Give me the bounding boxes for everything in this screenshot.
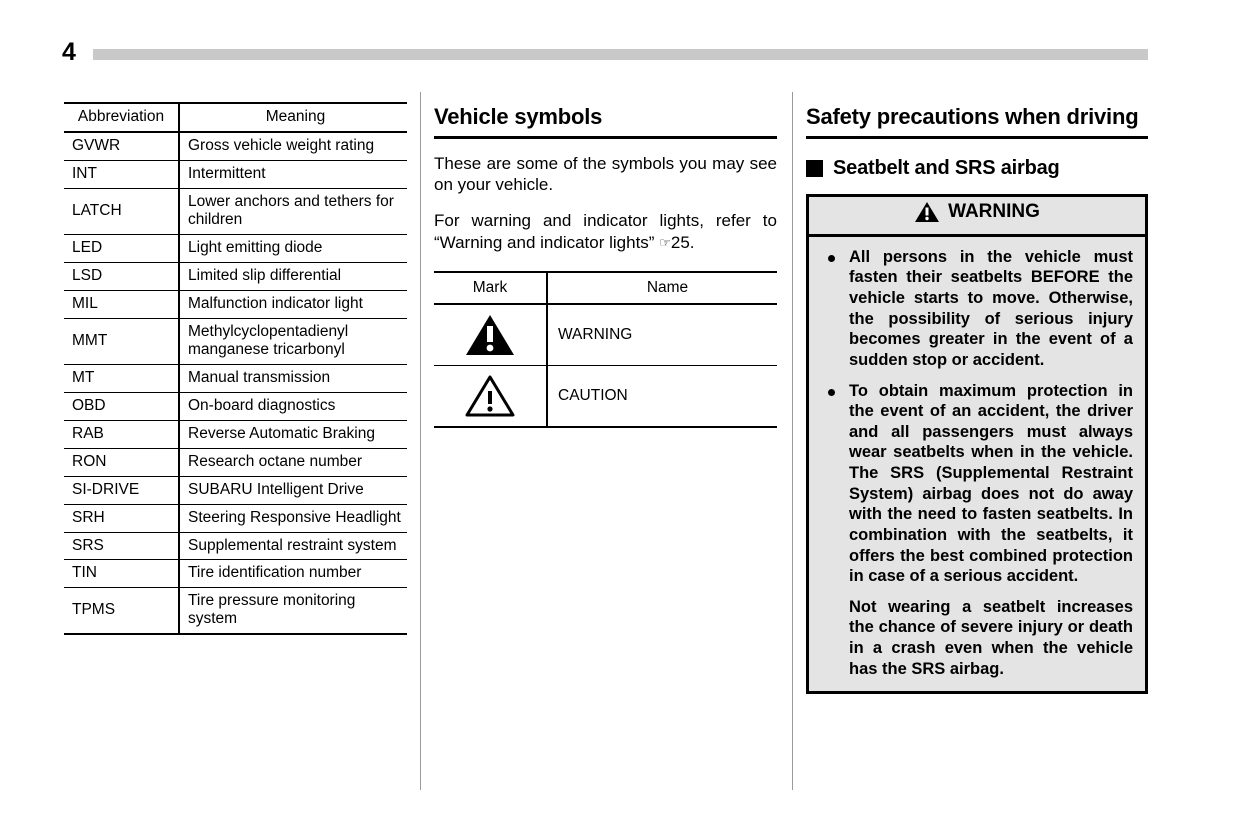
- vehicle-symbols-intro-line-1: These are some of the symbols you may see on your vehicle.: [434, 153, 777, 195]
- warning-box-header-label: WARNING: [948, 200, 1040, 222]
- cell-meaning: Light emitting diode: [179, 234, 407, 262]
- table-row: [64, 318, 407, 364]
- list-item: To obtain maximum protection in the event of an accident, the driver and all passengers must always wear seatbelts when in the vehicle. The SRS (Supplemental Restraint System) airbag does not do away with the need to fasten seatbelts. In combination with the seatbelts, it offers the best combined protection in case of a serious accident.: [821, 381, 1133, 587]
- cell-meaning: On-board diagnostics: [179, 392, 407, 420]
- cell-meaning: Research octane number: [179, 448, 407, 476]
- cell-abbreviation: LSD: [64, 262, 179, 290]
- cell-abbreviation: LED: [64, 234, 179, 262]
- cell-name-caution: CAUTION: [547, 366, 777, 428]
- list-item: All persons in the vehicle must fasten their seatbelts BEFORE the vehicle starts to move. Otherwise, the possibility of serious injury becomes greater in the event of a sudden stop or accident.: [821, 247, 1133, 371]
- vehicle-symbols-table-body: [434, 304, 777, 427]
- cell-meaning: Intermittent: [179, 160, 407, 188]
- vehicle-symbols-table: [434, 271, 777, 428]
- cell-abbreviation: MT: [64, 364, 179, 392]
- table-row: [64, 588, 407, 634]
- column-header-abbreviation: Abbreviation: [64, 103, 179, 132]
- pointing-hand-icon: ☞: [659, 234, 671, 250]
- vehicle-symbols-table-head: [434, 272, 777, 304]
- table-row: [64, 504, 407, 532]
- abbreviation-table: [64, 102, 407, 635]
- table-row: [64, 188, 407, 234]
- cell-abbreviation: SRH: [64, 504, 179, 532]
- left-column: [64, 92, 407, 635]
- seatbelt-srs-subsection-title: [806, 157, 1148, 180]
- middle-column: [434, 92, 777, 428]
- warning-triangle-filled-icon: [464, 313, 516, 357]
- cell-abbreviation: SRS: [64, 532, 179, 560]
- cell-abbreviation: TPMS: [64, 588, 179, 634]
- cell-abbreviation: RON: [64, 448, 179, 476]
- column-divider-1: [420, 92, 421, 790]
- abbreviation-table-head: [64, 103, 407, 132]
- cell-mark-warning: [434, 304, 547, 366]
- abbreviation-table-body: [64, 132, 407, 634]
- warning-box-header: [809, 197, 1145, 237]
- warning-closing-paragraph: Not wearing a seatbelt increases the chance of severe injury or death in a crash even when the vehicle has the SRS airbag.: [849, 597, 1133, 678]
- cell-meaning: Supplemental restraint system: [179, 532, 407, 560]
- table-row: [64, 560, 407, 588]
- table-row: [64, 290, 407, 318]
- column-header-meaning: Meaning: [179, 103, 407, 132]
- column-divider-2: [792, 92, 793, 790]
- cell-meaning: Tire pressure monitoring system: [179, 588, 407, 634]
- safety-precautions-title: Safety precautions when driving: [806, 104, 1148, 139]
- table-header-row: [434, 272, 777, 304]
- vehicle-symbols-intro-line-2: [434, 210, 777, 253]
- black-square-bullet-icon: [806, 160, 823, 177]
- table-row: [64, 262, 407, 290]
- cell-abbreviation: SI-DRIVE: [64, 476, 179, 504]
- intro-reference-text: For warning and indicator lights, refer to “Warning and indicator lights”: [434, 210, 777, 252]
- cell-meaning: Lower anchors and tethers for children: [179, 188, 407, 234]
- cell-name-warning: WARNING: [547, 304, 777, 366]
- warning-triangle-filled-icon: [914, 201, 940, 223]
- table-row: [64, 420, 407, 448]
- cell-abbreviation: LATCH: [64, 188, 179, 234]
- table-header-row: [64, 103, 407, 132]
- header-rule: [93, 49, 1148, 60]
- caution-triangle-outline-icon: [464, 374, 516, 418]
- cell-mark-caution: [434, 366, 547, 428]
- cell-meaning: Steering Responsive Headlight: [179, 504, 407, 532]
- cell-meaning: Methylcyclopentadienyl manganese tricarbonyl: [179, 318, 407, 364]
- cell-abbreviation: OBD: [64, 392, 179, 420]
- table-row: [64, 448, 407, 476]
- column-header-name: Name: [547, 272, 777, 304]
- cell-meaning: Limited slip differential: [179, 262, 407, 290]
- cell-meaning: Manual transmission: [179, 364, 407, 392]
- warning-bullet-list: [821, 247, 1133, 587]
- cell-meaning: Malfunction indicator light: [179, 290, 407, 318]
- table-row: [434, 304, 777, 366]
- table-row: [64, 234, 407, 262]
- table-row: [434, 366, 777, 428]
- warning-box-body: [809, 237, 1145, 692]
- cell-abbreviation: MIL: [64, 290, 179, 318]
- subsection-title-label: Seatbelt and SRS airbag: [833, 156, 1060, 179]
- page-columns: [0, 92, 1241, 792]
- table-row: [64, 364, 407, 392]
- page-number: 4: [62, 38, 76, 66]
- cell-abbreviation: TIN: [64, 560, 179, 588]
- table-row: [64, 160, 407, 188]
- warning-box: [806, 194, 1148, 695]
- cell-abbreviation: RAB: [64, 420, 179, 448]
- right-column: [806, 92, 1148, 694]
- column-header-mark: Mark: [434, 272, 547, 304]
- page-header: [0, 0, 1241, 92]
- cell-abbreviation: GVWR: [64, 132, 179, 160]
- table-row: [64, 476, 407, 504]
- table-row: [64, 392, 407, 420]
- cell-meaning: SUBARU Intelligent Drive: [179, 476, 407, 504]
- table-row: [64, 132, 407, 160]
- cell-abbreviation: MMT: [64, 318, 179, 364]
- vehicle-symbols-title: Vehicle symbols: [434, 104, 777, 139]
- cell-meaning: Tire identification number: [179, 560, 407, 588]
- table-row: [64, 532, 407, 560]
- cell-meaning: Reverse Automatic Braking: [179, 420, 407, 448]
- cell-abbreviation: INT: [64, 160, 179, 188]
- intro-reference-page: 25.: [670, 232, 695, 252]
- cell-meaning: Gross vehicle weight rating: [179, 132, 407, 160]
